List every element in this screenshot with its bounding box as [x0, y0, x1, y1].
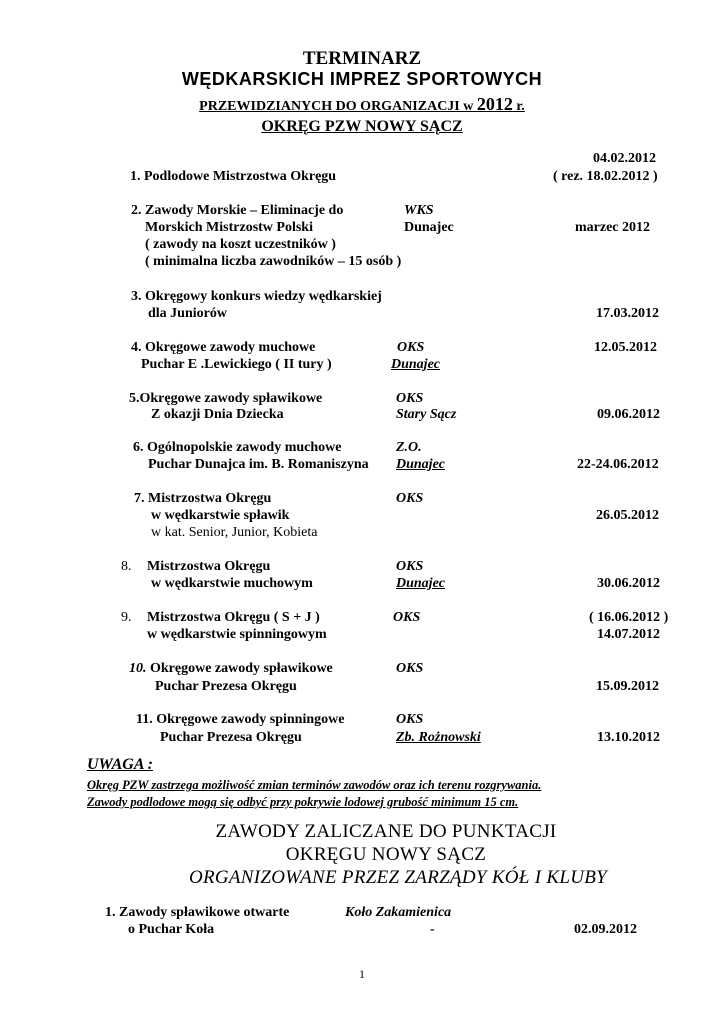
- event-2-organizer: WKS: [404, 203, 434, 218]
- event-9-organizer: OKS: [393, 610, 421, 625]
- event-11-date: 13.10.2012: [597, 730, 660, 745]
- header-subtitle: WĘDKARSKICH IMPREZ SPORTOWYCH: [181, 69, 543, 89]
- section2-item-1-organizer: Koło Zakamienica: [345, 905, 452, 920]
- event-9-number: 9.: [121, 610, 132, 625]
- event-6-line2: Puchar Dunajca im. B. Romaniszyna: [148, 457, 369, 472]
- header-district: OKRĘG PZW NOWY SĄCZ: [261, 118, 463, 135]
- page-number: 1: [359, 967, 365, 981]
- event-2-organizer-place: Dunajec: [404, 220, 454, 235]
- event-8-organizer-place: Dunajec: [396, 576, 445, 591]
- event-8-number: 8.: [121, 559, 132, 574]
- header-title: TERMINARZ: [302, 48, 422, 69]
- event-4-organizer: OKS: [397, 340, 425, 355]
- event-11-organizer-place: Zb. Rożnowski: [396, 730, 481, 745]
- event-7-line2: w wędkarstwie spławik: [151, 508, 290, 523]
- header-organization-line: [0, 96, 724, 115]
- event-10-number: 10.: [129, 661, 147, 676]
- event-6-title: 6. Ogólnopolskie zawody muchowe: [133, 440, 342, 455]
- section2-item-1-date: 02.09.2012: [574, 922, 637, 937]
- section2-title-line1: ZAWODY ZALICZANE DO PUNKTACJI: [215, 821, 557, 842]
- event-2-date: marzec 2012: [575, 220, 651, 235]
- event-6-organizer: Z.O.: [396, 440, 422, 455]
- notice-line-1: Okręg PZW zastrzega możliwość zmian terminów zawodów oraz ich terenu rozgrywania.: [87, 778, 542, 792]
- event-1-date-top: 04.02.2012: [593, 151, 656, 166]
- event-7-date: 26.05.2012: [596, 508, 659, 523]
- event-11-title: 11. Okręgowe zawody spinningowe: [136, 712, 345, 727]
- event-6-organizer-place: Dunajec: [396, 457, 445, 472]
- event-1-date-reserve: ( rez. 18.02.2012 ): [553, 169, 658, 184]
- section2-item-1-line2: o Puchar Koła: [128, 922, 215, 937]
- event-7-title: 7. Mistrzostwa Okręgu: [134, 491, 272, 506]
- event-4-line2: Puchar E .Lewickiego ( II tury ): [141, 357, 332, 372]
- event-9-line2: w wędkarstwie spinningowym: [147, 627, 327, 642]
- event-8-organizer: OKS: [396, 559, 424, 574]
- notice-heading: UWAGA :: [87, 756, 153, 773]
- event-9-date: 14.07.2012: [597, 627, 660, 642]
- event-10-date: 15.09.2012: [596, 679, 659, 694]
- event-3-line2: dla Juniorów: [148, 306, 227, 321]
- section2-title-line2: OKRĘGU NOWY SĄCZ: [285, 844, 487, 865]
- event-2-line2: Morskich Mistrzostw Polski: [145, 220, 313, 235]
- event-3-title: 3. Okręgowy konkurs wiedzy wędkarskiej: [131, 289, 382, 304]
- event-10-line2: Puchar Prezesa Okręgu: [155, 679, 297, 694]
- section2-item-1-title: 1. Zawody spławikowe otwarte: [105, 905, 290, 920]
- event-9-title: Mistrzostwa Okręgu ( S + J ): [147, 610, 320, 625]
- event-7-organizer: OKS: [396, 491, 424, 506]
- section2-title-line3: ORGANIZOWANE PRZEZ ZARZĄDY KÓŁ I KLUBY: [188, 867, 608, 888]
- event-5-date: 09.06.2012: [597, 407, 660, 422]
- event-11-line2: Puchar Prezesa Okręgu: [160, 730, 302, 745]
- event-7-line3: w kat. Senior, Junior, Kobieta: [151, 525, 318, 540]
- header-line3-prefix: PRZEWIDZIANYCH DO ORGANIZACJI w: [199, 99, 477, 114]
- notice-line-2: Zawody podlodowe mogą się odbyć przy pokrywie lodowej grubość minimum 15 cm.: [87, 795, 519, 809]
- event-8-date: 30.06.2012: [597, 576, 660, 591]
- event-2-title: 2. Zawody Morskie – Eliminacje do: [131, 203, 344, 218]
- header-year: 2012: [476, 94, 513, 114]
- event-10-organizer: OKS: [396, 661, 424, 676]
- event-4-title: 4. Okręgowe zawody muchowe: [131, 340, 316, 355]
- event-8-title: Mistrzostwa Okręgu: [147, 559, 271, 574]
- event-2-line3: ( zawody na koszt uczestników ): [145, 237, 336, 252]
- event-5-title: 5.Okręgowe zawody spławikowe: [129, 391, 323, 406]
- section2-item-1-dash: -: [430, 922, 435, 937]
- event-3-date: 17.03.2012: [596, 306, 659, 321]
- event-1-title: 1. Podlodowe Mistrzostwa Okręgu: [130, 169, 337, 184]
- event-9-date-top: ( 16.06.2012 ): [589, 610, 669, 625]
- event-8-line2: w wędkarstwie muchowym: [151, 576, 313, 591]
- event-5-organizer: OKS: [396, 391, 424, 406]
- event-4-date: 12.05.2012: [594, 340, 657, 355]
- event-4-organizer-place: Dunajec: [391, 357, 440, 372]
- event-6-date: 22-24.06.2012: [577, 457, 659, 472]
- event-11-organizer: OKS: [396, 712, 424, 727]
- event-5-line2: Z okazji Dnia Dziecka: [151, 407, 284, 422]
- event-10-heading: [129, 660, 333, 677]
- event-5-organizer-place: Stary Sącz: [396, 407, 457, 422]
- header-line3-suffix: r.: [512, 99, 525, 114]
- event-2-line4: ( minimalna liczba zawodników – 15 osób ): [145, 254, 402, 269]
- event-10-title: Okręgowe zawody spławikowe: [146, 661, 333, 676]
